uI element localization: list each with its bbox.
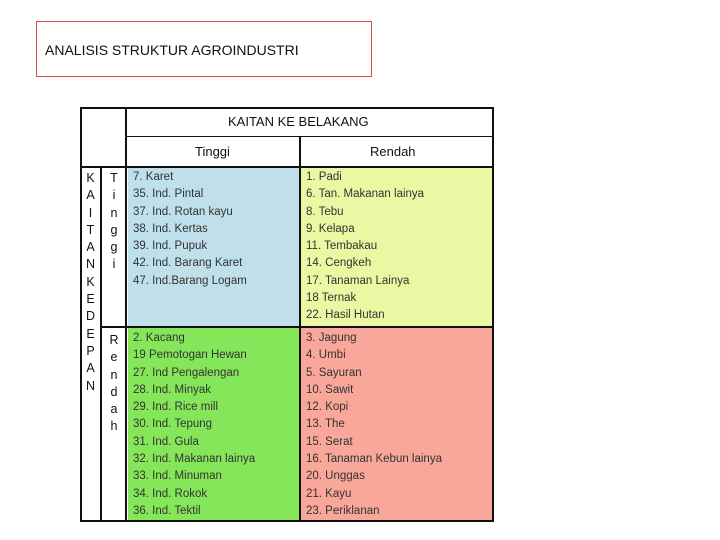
grid-line	[80, 166, 494, 168]
grid-line	[125, 136, 494, 137]
list-item: 18 Ternak	[306, 292, 357, 305]
list-low-high	[133, 330, 255, 520]
list-item: 11. Tembakau	[306, 240, 378, 253]
header-high: Tinggi	[195, 144, 230, 159]
list-item: 21. Kayu	[306, 487, 352, 500]
title-box	[36, 21, 372, 77]
list-item: 7. Karet	[133, 171, 174, 183]
list-item: 13. The	[306, 418, 345, 431]
grid-line	[80, 107, 494, 109]
list-high-high	[133, 169, 247, 290]
list-item: 2. Kacang	[133, 332, 185, 344]
list-item: 35. Ind. Pintal	[133, 188, 204, 201]
list-item: 32. Ind. Makanan lainya	[133, 453, 256, 466]
list-item: 34. Ind. Rokok	[133, 487, 208, 500]
list-item: 22. Hasil Hutan	[306, 309, 385, 322]
list-item: 6. Tan. Makanan lainya	[306, 188, 425, 201]
list-item: 14. Cengkeh	[306, 257, 372, 270]
list-item: 20. Unggas	[306, 470, 365, 483]
page-title: ANALISIS STRUKTUR AGROINDUSTRI	[45, 42, 299, 58]
list-item: 8. Tebu	[306, 205, 344, 218]
list-item: 3. Jagung	[306, 332, 357, 344]
list-item: 28. Ind. Minyak	[133, 383, 211, 396]
list-item: 36. Ind. Tektil	[133, 504, 201, 517]
list-item: 5. Sayuran	[306, 366, 362, 379]
grid-line	[299, 136, 301, 522]
list-item: 42. Ind. Barang Karet	[133, 257, 243, 270]
list-item: 33. Ind. Minuman	[133, 470, 222, 483]
header-backward-linkage: KAITAN KE BELAKANG	[228, 114, 369, 129]
list-item: 39. Ind. Pupuk	[133, 240, 208, 253]
list-low-low	[306, 330, 442, 520]
grid-line	[100, 166, 102, 522]
grid-line	[492, 107, 494, 522]
list-item: 15. Serat	[306, 435, 353, 448]
list-item: 9. Kelapa	[306, 222, 355, 235]
list-item: 47. Ind.Barang Logam	[133, 274, 247, 287]
list-item: 16. Tanaman Kebun lainya	[306, 453, 442, 466]
list-item: 1. Padi	[306, 171, 342, 183]
list-item: 12. Kopi	[306, 401, 349, 414]
grid-line	[125, 107, 127, 522]
list-item: 38. Ind. Kertas	[133, 222, 208, 235]
analysis-table	[80, 107, 494, 522]
list-item: 4. Umbi	[306, 349, 346, 362]
list-item: 17. Tanaman Lainya	[306, 274, 410, 287]
list-item: 31. Ind. Gula	[133, 435, 199, 448]
list-item: 29. Ind. Rice mill	[133, 401, 219, 414]
header-low: Rendah	[370, 144, 416, 159]
grid-line	[80, 107, 82, 522]
row-label-low: R e n d a h	[109, 333, 119, 434]
list-high-low	[306, 169, 424, 325]
list-item: 23. Periklanan	[306, 504, 380, 517]
list-item: 30. Ind. Tepung	[133, 418, 213, 431]
list-item: 10. Sawit	[306, 383, 354, 396]
row-label-forward-linkage: K A I T A N K E D E P A N	[85, 171, 96, 393]
grid-line	[100, 326, 494, 328]
list-item: 37. Ind. Rotan kayu	[133, 205, 233, 218]
list-item: 27. Ind Pengalengan	[133, 366, 240, 379]
row-label-high: T i n g g i	[110, 171, 118, 272]
list-item: 19 Pemotogan Hewan	[133, 349, 247, 362]
